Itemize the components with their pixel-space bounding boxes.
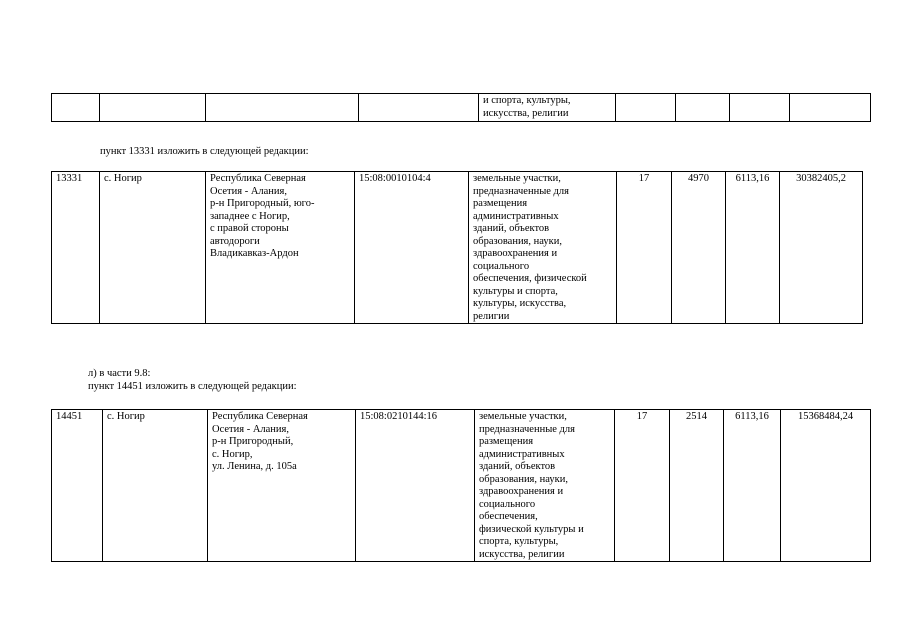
record-cadastral-number: 15:08:0010104:4 — [355, 172, 469, 324]
record-table-14451 — [51, 409, 871, 562]
table-cell — [206, 94, 359, 122]
table-cell — [100, 94, 206, 122]
record-id: 14451 — [52, 410, 103, 562]
table-cell: и спорта, культуры, искусства, религии — [479, 94, 616, 122]
table-cell — [616, 94, 676, 122]
table-cell — [359, 94, 479, 122]
record-address: Республика Северная Осетия - Алания, р-н Пригородный, с. Ногир, ул. Ленина, д. 105а — [208, 410, 356, 562]
record-address: Республика Северная Осетия - Алания, р-н Пригородный, юго- западнее с Ногир, с правой стороны автодороги Владикавказ-Ардон — [206, 172, 355, 324]
table-cell — [730, 94, 790, 122]
table-row — [52, 94, 871, 122]
instruction-paragraph: пункт 13331 изложить в следующей редакции: — [100, 146, 309, 157]
instruction-paragraph: л) в части 9.8: пункт 14451 изложить в следующей редакции: — [88, 368, 297, 392]
table-row — [52, 172, 863, 324]
continuation-table — [51, 93, 871, 122]
record-rate: 6113,16 — [726, 172, 780, 324]
table-cell — [790, 94, 871, 122]
record-locality: с. Ногир — [103, 410, 208, 562]
table-cell — [676, 94, 730, 122]
table-row — [52, 410, 871, 562]
record-code: 17 — [617, 172, 672, 324]
record-area: 4970 — [672, 172, 726, 324]
record-locality: с. Ногир — [100, 172, 206, 324]
record-code: 17 — [615, 410, 670, 562]
record-category: земельные участки, предназначенные для размещения административных зданий, объектов образования, науки, здравоохранения и социального обеспечения, физической культуры и спорта, культуры, искусства, религии — [469, 172, 617, 324]
record-category: земельные участки, предназначенные для размещения административных зданий, объектов образования, науки, здравоохранения и социального обеспечения, физической культуры и спорта, культуры, искусства, религии — [475, 410, 615, 562]
record-id: 13331 — [52, 172, 100, 324]
record-table-13331 — [51, 171, 863, 324]
record-cadastral-number: 15:08:0210144:16 — [356, 410, 475, 562]
record-rate: 6113,16 — [724, 410, 781, 562]
record-value: 30382405,2 — [780, 172, 863, 324]
record-value: 15368484,24 — [781, 410, 871, 562]
table-cell — [52, 94, 100, 122]
record-area: 2514 — [670, 410, 724, 562]
